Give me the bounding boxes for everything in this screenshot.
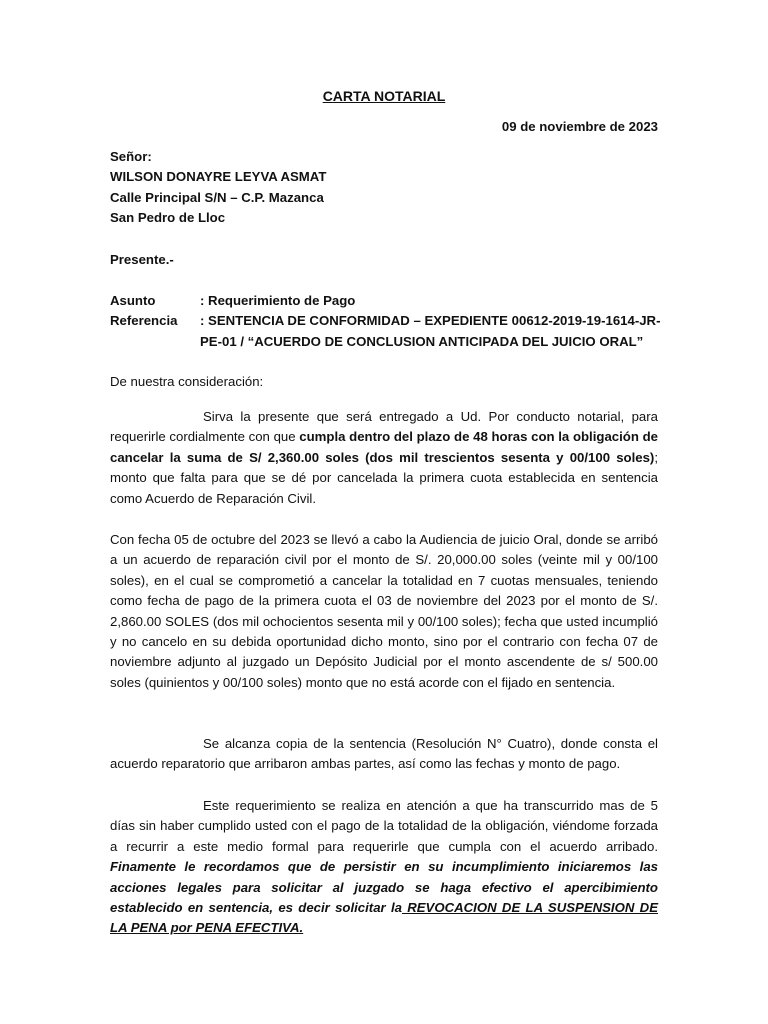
greeting: De nuestra consideración: — [110, 374, 264, 389]
paragraph-4 — [110, 796, 658, 939]
recipient-name: WILSON DONAYRE LEYVA ASMAT — [110, 169, 327, 184]
referencia-line2: PE-01 / “ACUERDO DE CONCLUSION ANTICIPADA DEL JUICIO ORAL” — [200, 334, 644, 349]
paragraph-4-text-a: Este requerimiento se realiza en atención a que ha transcurrido mas de 5 días sin haber cumplido usted con el pago de la totalidad de la obligación, viéndome forzada a recurrir a este medio formal para requerirle que cumpla con el acuerdo arribado. — [110, 798, 658, 854]
asunto-value: : Requerimiento de Pago — [200, 293, 356, 308]
paragraph-1-text-c: ; monto que falta para que se dé por cancelada la primera cuota establecida en sentencia como Acuerdo de Reparación Civil. — [110, 449, 658, 506]
referencia-line1: : SENTENCIA DE CONFORMIDAD – EXPEDIENTE 00612-2019-19-1614-JR- — [200, 313, 661, 328]
recipient-address-line2: San Pedro de Lloc — [110, 210, 226, 225]
recipient-address-line1: Calle Principal S/N – C.P. Mazanca — [110, 190, 324, 205]
paragraph-4-text-underlined: REVOCACION DE LA SUSPENSION DE LA PENA por PENA EFECTIVA. — [110, 900, 658, 936]
paragraph-1 — [110, 407, 658, 509]
paragraph-3: Se alcanza copia de la sentencia (Resolución N° Cuatro), donde consta el acuerdo reparatorio que arribaron ambas partes, así como las fechas y monto de pago. — [110, 736, 658, 772]
presente-label: Presente.- — [110, 252, 174, 267]
referencia-label: Referencia — [110, 313, 178, 328]
paragraph-1-text-a: Sirva la presente que será entregado a Ud. Por conducto notarial, para requerirle cordialmente con que — [110, 409, 658, 445]
asunto-label: Asunto — [110, 293, 156, 308]
letter-date: 09 de noviembre de 2023 — [501, 119, 658, 134]
paragraph-4-text-bold-italic: Finamente le recordamos que de persistir en su incumplimiento iniciaremos las acciones legales para solicitar al juzgado se haga efectivo el apercibimiento establecido en sentencia, es decir solicitar la — [110, 859, 658, 916]
paragraph-2: Con fecha 05 de octubre del 2023 se llevó a cabo la Audiencia de juicio Oral, donde se arribó a un acuerdo de reparación civil por el monto de S/. 20,000.00 soles (veinte mil y 00/100 soles), en el cual se comprometió a cancelar la totalidad en 7 cuotas mensuales, teniendo como fecha de pago de la primera cuota el 03 de noviembre del 2023 por el monto de S/. 2,860.00 SOLES (dos mil ochocientos sesenta mil y 00/100 soles); fecha que usted incumplió y no cancelo en su debida oportunidad dicho monto, sino por el contrario con fecha 07 de noviembre adjunto al juzgado un Depósito Judicial por el monto ascendente de s/ 500.00 soles (quinientos y 00/100 soles) monto que no está acorde con el fijado en sentencia. — [110, 532, 658, 690]
document-title: CARTA NOTARIAL — [322, 88, 446, 104]
recipient-salutation: Señor: — [110, 149, 152, 164]
paragraph-1-text-bold: cumpla dentro del plazo de 48 horas con la obligación de cancelar la suma de S/ 2,360.00 soles (dos mil trescientos sesenta y 00/100 soles) — [110, 429, 658, 465]
